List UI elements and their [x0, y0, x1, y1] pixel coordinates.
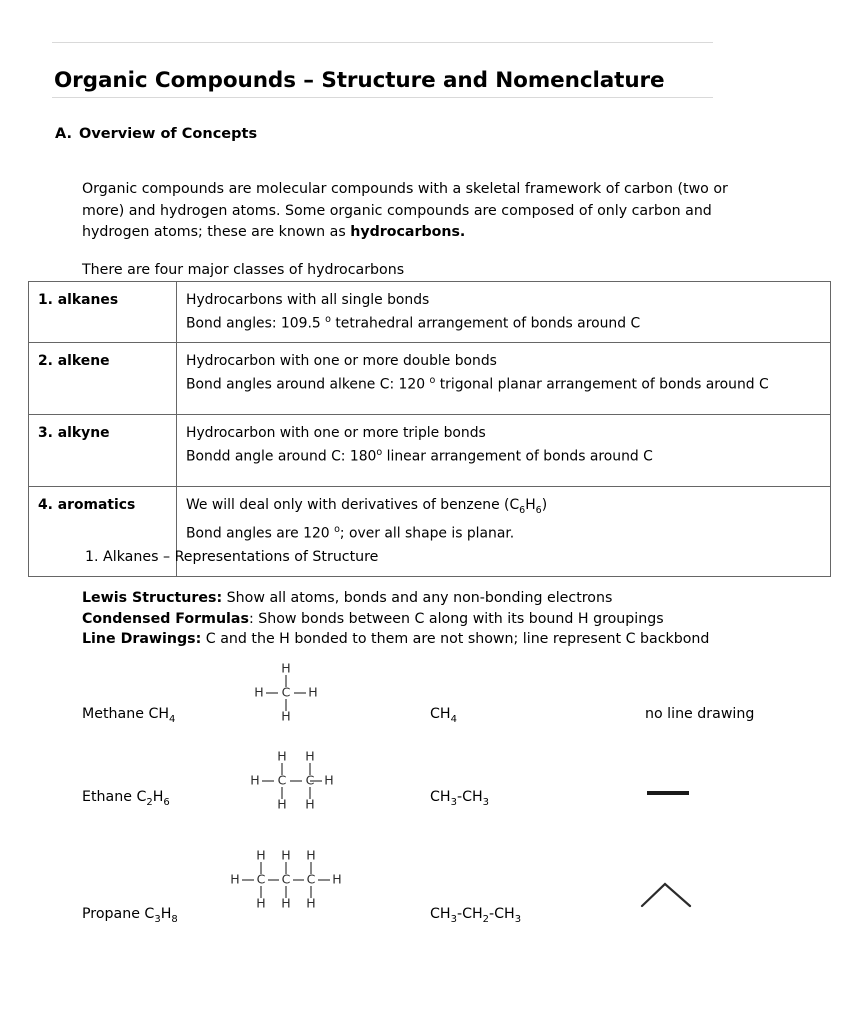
- title-rule-bottom: [52, 97, 713, 98]
- atom-hydrogen-right: H: [308, 684, 318, 700]
- angle-text-pre: Bond angles: 109.5: [186, 315, 326, 332]
- angle-text-post: tetrahedral arrangement of bonds around C: [330, 315, 641, 332]
- class-description-alkyne: [177, 414, 831, 486]
- ethane-condensed-sub-2: 3: [482, 796, 490, 808]
- benzene-h: H: [525, 496, 536, 513]
- benzene-subscript-h: 6: [535, 504, 542, 516]
- propane-condensed-mid: -CH: [456, 906, 483, 922]
- angle-text-post: trigonal planar arrangement of bonds around C: [435, 376, 769, 393]
- atom-hydrogen-left: H: [250, 772, 260, 788]
- atom-hydrogen-c2-top: H: [305, 750, 315, 764]
- single-bond-line: [647, 791, 689, 795]
- atom-carbon-1: C: [277, 772, 287, 788]
- atom-hydrogen-left: H: [230, 871, 240, 887]
- atom-carbon-3: C: [306, 871, 316, 887]
- atom-hydrogen-top: H: [281, 662, 291, 676]
- description-line-2: [186, 371, 821, 395]
- line-drawings-description: C and the H bonded to them are not shown; line represent C backbond: [201, 631, 710, 647]
- description-line-1: Hydrocarbon with one or more double bonds: [186, 352, 497, 369]
- benzene-text-pre: We will deal only with derivatives of benzene (C: [186, 496, 520, 513]
- atom-carbon-2: C: [305, 772, 315, 788]
- atom-carbon: C: [281, 684, 291, 700]
- hydrocarbon-classes-table: [28, 281, 831, 577]
- definition-lewis-structures: [82, 588, 709, 609]
- atom-hydrogen-c1-bottom: H: [256, 895, 266, 911]
- table-row: [29, 414, 831, 486]
- propane-label: Propane C: [82, 906, 155, 922]
- propane-hydrogen-subscript: 8: [171, 913, 178, 925]
- line-drawing-propane: [630, 868, 720, 918]
- intro-paragraph: [82, 179, 774, 244]
- atom-hydrogen-c2-bottom: H: [305, 796, 315, 812]
- propane-condensed-sub-1: 3: [450, 913, 457, 925]
- lewis-structures-label: Lewis Structures:: [82, 590, 223, 606]
- degree-symbol: o: [334, 524, 340, 536]
- description-line-1: Hydrocarbons with all single bonds: [186, 292, 430, 308]
- section-a-letter: A.: [55, 126, 72, 142]
- condensed-formulas-description: : Show bonds between C along with its bound H groupings: [248, 610, 664, 627]
- methane-condensed-text: CH: [430, 706, 451, 722]
- angle-text-post: linear arrangement of bonds around C: [382, 448, 653, 465]
- line-drawing-ethane: [640, 778, 710, 808]
- propane-condensed-end: -CH: [489, 906, 515, 922]
- hydrocarbons-term: hydrocarbons.: [350, 224, 466, 241]
- angle-text-pre: Bondd angle around C: 180: [186, 448, 377, 465]
- representation-definitions: [82, 588, 709, 650]
- class-name-alkene: 2. alkene: [29, 342, 177, 414]
- intro-text: Organic compounds are molecular compounds with a skeletal framework of carbon (two or more) and hydrogen atoms. Some organic compounds are composed of only carbon and hydrogen atoms; these are known as: [82, 181, 728, 241]
- methane-lewis-structure: [246, 662, 326, 724]
- atom-hydrogen-c1-top: H: [256, 847, 266, 863]
- definition-condensed-formulas: [82, 609, 709, 630]
- condensed-formula-methane: [430, 706, 457, 725]
- intro-paragraph-2: There are four major classes of hydrocarbons: [82, 262, 405, 279]
- degree-symbol: o: [429, 374, 436, 386]
- propane-condensed-sub-3: 3: [514, 913, 522, 925]
- degree-symbol: o: [325, 314, 331, 325]
- atom-hydrogen-c1-bottom: H: [277, 796, 287, 812]
- degree-symbol: o: [376, 446, 383, 458]
- ethane-lewis-structure: [246, 750, 346, 812]
- angle-text-post: ; over all shape is planar.: [339, 526, 515, 543]
- section-a-heading: [55, 126, 257, 142]
- condensed-formula-propane: [430, 906, 521, 925]
- atom-hydrogen-bottom: H: [281, 708, 291, 724]
- line-drawings-label: Line Drawings:: [82, 631, 202, 647]
- atom-hydrogen-left: H: [254, 684, 264, 700]
- ethane-condensed-dash-ch: -CH: [456, 789, 483, 805]
- class-description-alkanes: [177, 282, 831, 343]
- compound-name-methane: [82, 706, 175, 725]
- angle-text-pre: Bond angles around alkene C: 120: [186, 376, 430, 393]
- atom-carbon-2: C: [281, 871, 291, 887]
- page-title: Organic Compounds – Structure and Nomenclature: [54, 68, 665, 94]
- atom-hydrogen-c3-top: H: [306, 847, 316, 863]
- table-row: [29, 282, 831, 343]
- section-a-title: Overview of Concepts: [79, 126, 258, 142]
- compound-name-propane: [82, 906, 178, 925]
- propane-h: H: [160, 906, 172, 922]
- class-name-alkyne: 3. alkyne: [29, 414, 177, 486]
- ethane-h: H: [152, 789, 164, 805]
- methane-formula-subscript: 4: [169, 713, 176, 725]
- definition-line-drawings: [82, 629, 709, 650]
- propane-condensed-ch: CH: [430, 906, 451, 922]
- propane-lewis-structure: [221, 845, 351, 915]
- propane-carbon-subscript: 3: [154, 913, 161, 925]
- line-drawing-note-methane: no line drawing: [645, 706, 755, 722]
- ethane-condensed-ch: CH: [430, 789, 451, 805]
- table-row: [29, 342, 831, 414]
- class-name-alkanes: 1. alkanes: [29, 282, 177, 343]
- atom-hydrogen-right: H: [332, 871, 342, 887]
- description-line-2: [186, 310, 821, 334]
- benzene-subscript-c: 6: [519, 504, 526, 516]
- atom-carbon-1: C: [256, 871, 266, 887]
- methane-label: Methane CH: [82, 706, 170, 722]
- ethane-label: Ethane C: [82, 789, 147, 805]
- benzene-text-post: ): [541, 496, 548, 513]
- description-line-1: [186, 495, 821, 521]
- methane-condensed-subscript: 4: [450, 713, 457, 725]
- ethane-condensed-sub-1: 3: [450, 796, 457, 808]
- title-rule-top: [52, 42, 713, 43]
- atom-hydrogen-right: H: [324, 772, 334, 788]
- atom-hydrogen-c1-top: H: [277, 750, 287, 764]
- description-line-2: [186, 443, 821, 467]
- angle-text-pre: Bond angles are 120: [186, 526, 335, 543]
- atom-hydrogen-c2-top: H: [281, 847, 291, 863]
- description-line-1: Hydrocarbon with one or more triple bonds: [186, 424, 486, 441]
- condensed-formula-ethane: [430, 789, 489, 808]
- propane-condensed-sub-2: 2: [482, 913, 490, 925]
- compound-name-ethane: [82, 789, 170, 808]
- alkanes-subheading: 1. Alkanes – Representations of Structure: [85, 549, 379, 565]
- class-description-alkene: [177, 342, 831, 414]
- ethane-hydrogen-subscript: 6: [163, 796, 170, 808]
- class-name-aromatics: 4. aromatics: [29, 486, 177, 576]
- description-line-2: [186, 520, 821, 544]
- atom-hydrogen-c2-bottom: H: [281, 895, 291, 911]
- chevron-line: [642, 884, 690, 906]
- ethane-carbon-subscript: 2: [146, 796, 153, 808]
- lewis-structures-description: Show all atoms, bonds and any non-bonding electrons: [222, 590, 613, 606]
- condensed-formulas-label: Condensed Formulas: [82, 610, 249, 627]
- atom-hydrogen-c3-bottom: H: [306, 895, 316, 911]
